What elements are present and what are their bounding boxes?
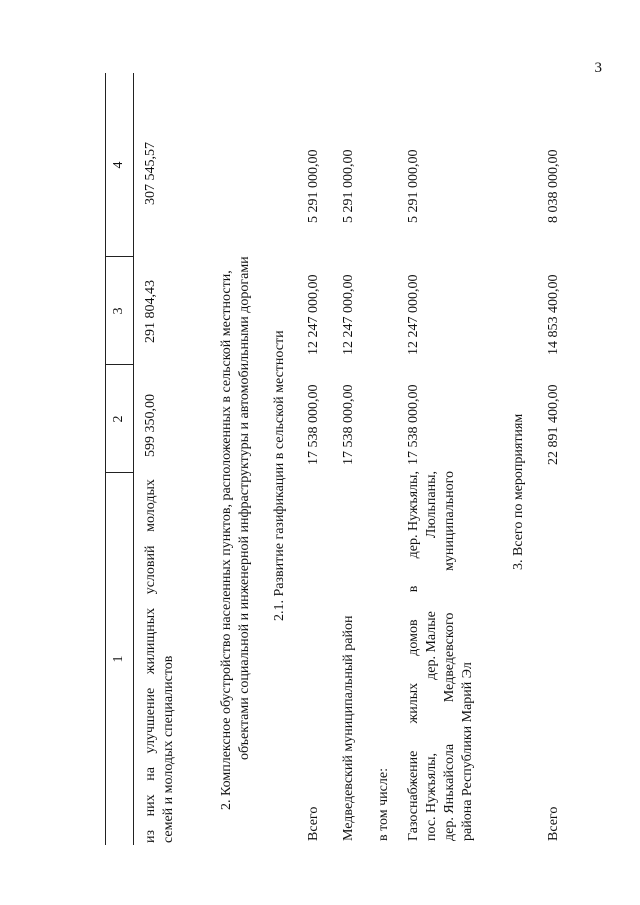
row-gas-col-4: 5 291 000,00 (406, 149, 421, 223)
row-ih-col-3: 291 804,43 (143, 280, 158, 343)
row-gas-label (405, 471, 477, 841)
row-grand-label: Всего (546, 806, 561, 841)
row-total-col-4: 5 291 000,00 (306, 149, 321, 223)
row-gas-line1: Газоснабжение жилых домов в дер. Нужъялы, (406, 471, 421, 841)
row-gas-line2: пос. Нужъялы, дер. Малые Люльпаны, (424, 471, 439, 841)
row-gas-line4: района Республики Марий Эл (460, 662, 475, 841)
row-district-label: Медведевский муниципальный район (341, 615, 356, 841)
row-ih-line1: из них на улучшение жилищных условий молодых (143, 479, 158, 843)
row-total-label: Всего (306, 806, 321, 841)
row-ih-line2: семей и молодых специалистов (161, 655, 176, 843)
row-district-col-4: 5 291 000,00 (341, 149, 356, 223)
row-grand-col-3: 14 853 400,00 (546, 274, 561, 355)
table-top-border (105, 73, 106, 845)
header-col-4: 4 (111, 161, 126, 169)
row-total-col-2: 17 538 000,00 (306, 384, 321, 465)
section-2-heading-line1: 2. Комплексное обустройство населенных пунктов, расположенных в сельской местности, (219, 270, 234, 810)
header-col-1: 1 (111, 655, 126, 663)
subsection-2-1-heading: 2.1. Развитие газификации в сельской местности (272, 330, 287, 621)
row-gas-col-3: 12 247 000,00 (406, 274, 421, 355)
header-col-2: 2 (111, 415, 126, 423)
row-ih-label (142, 479, 178, 843)
in-that-number-label: в том числе: (376, 768, 391, 841)
row-grand-col-2: 22 891 400,00 (546, 384, 561, 465)
row-gas-line3: дер. Янькайсола Медведевского муниципального (442, 471, 457, 841)
row-district-col-2: 17 538 000,00 (341, 384, 356, 465)
row-ih-col-4: 307 545,57 (143, 142, 158, 205)
section-3-heading: 3. Всего по мероприятиям (511, 413, 526, 570)
page-number: 3 (594, 60, 602, 76)
row-gas-col-2: 17 538 000,00 (406, 384, 421, 465)
section-2-heading-line2: объектами социальной и инженерной инфраструктуры и автомобильными дорогами (237, 256, 252, 760)
header-col-3: 3 (111, 307, 126, 315)
row-district-col-3: 12 247 000,00 (341, 274, 356, 355)
row-total-col-3: 12 247 000,00 (306, 274, 321, 355)
row-ih-col-2: 599 350,00 (143, 394, 158, 457)
header-bottom-border (133, 73, 134, 845)
row-grand-col-4: 8 038 000,00 (546, 149, 561, 223)
